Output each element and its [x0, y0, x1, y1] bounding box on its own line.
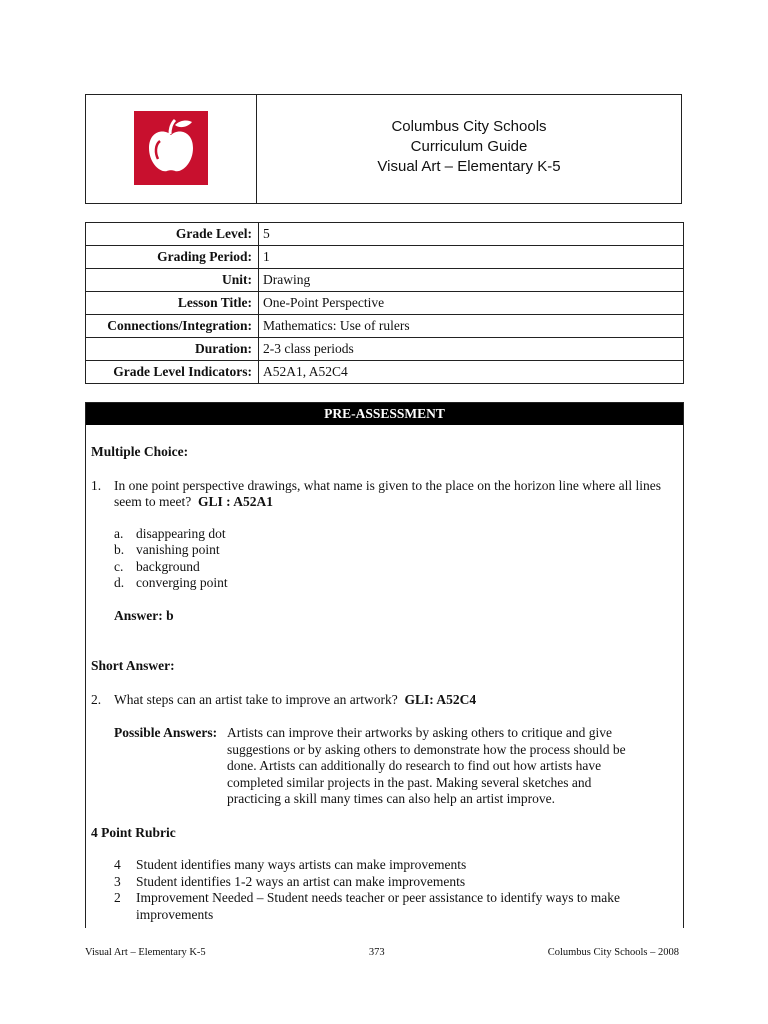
rubric-text: Student identifies 1-2 ways an artist can make improvements: [136, 873, 466, 889]
rubric-score: 3: [114, 873, 121, 889]
question-2: [91, 692, 675, 709]
list-item: [114, 575, 675, 592]
possible-answers-label: Possible Answers:: [114, 725, 218, 740]
rubric-heading: 4 Point Rubric: [91, 824, 176, 840]
info-label: Grade Level:: [86, 223, 259, 246]
possible-answers: [114, 725, 675, 808]
question-1-gli: GLI : A52A1: [197, 494, 273, 509]
page-number: 373: [368, 947, 385, 958]
info-label: Duration:: [86, 338, 259, 361]
list-item: [114, 559, 675, 576]
info-label: Connections/Integration:: [86, 315, 259, 338]
info-row: [86, 269, 684, 292]
lesson-info-table: [85, 222, 684, 384]
info-value: 2-3 class periods: [259, 338, 684, 361]
rubric-text: Improvement Needed – Student needs teacher or peer assistance to identify ways to make improvements: [136, 890, 620, 922]
info-row: [86, 338, 684, 361]
pre-assessment-content: [91, 425, 675, 923]
option-text: disappearing dot: [136, 525, 226, 541]
info-label: Unit:: [86, 269, 259, 292]
header-title: [257, 95, 681, 203]
option-letter: b.: [114, 542, 125, 557]
info-value: 1: [259, 246, 684, 269]
header-line-2: Curriculum Guide: [410, 138, 528, 155]
footer-left: Visual Art – Elementary K-5: [85, 947, 206, 958]
info-row: [86, 292, 684, 315]
possible-answers-text: Artists can improve their artworks by asking others to critique and give suggestions or by asking others to demonstrate how the process should be done. Artists can additionally do research to find out how artists have completed similar projects in the past. Making several sketches and practicing a skill many times can also help an artist improve.: [227, 725, 626, 806]
option-text: converging point: [136, 575, 228, 590]
header-line-1: Columbus City Schools: [391, 118, 547, 135]
info-value: Drawing: [259, 269, 684, 292]
info-row: [86, 315, 684, 338]
header-line-3: Visual Art – Elementary K-5: [377, 158, 561, 175]
info-row: [86, 361, 684, 384]
option-letter: c.: [114, 558, 124, 574]
option-letter: d.: [114, 575, 125, 590]
option-text: background: [136, 558, 200, 574]
info-value: One-Point Perspective: [259, 292, 684, 315]
answer: Answer: b: [114, 607, 174, 623]
info-value: 5: [259, 223, 684, 246]
pre-assessment-box: [85, 402, 684, 928]
apple-logo-icon: [134, 111, 208, 185]
info-value: Mathematics: Use of rulers: [259, 315, 684, 338]
options-list: [114, 526, 675, 592]
question-number: 1.: [91, 477, 102, 493]
rubric-text: Student identifies many ways artists can make improvements: [136, 857, 467, 872]
question-2-text: What steps can an artist take to improve an artwork?: [114, 691, 398, 707]
rubric-score: 4: [114, 857, 121, 872]
question-1: [91, 478, 675, 511]
option-letter: a.: [114, 525, 124, 541]
info-row: [86, 223, 684, 246]
list-item: [114, 857, 675, 874]
page-footer: [85, 947, 679, 958]
rubric-score: 2: [114, 890, 121, 905]
info-value: A52A1, A52C4: [259, 361, 684, 384]
list-item: [114, 542, 675, 559]
question-text: [114, 692, 476, 709]
question-1-text: In one point perspective drawings, what name is given to the place on the horizon line where all lines seem to meet?: [114, 477, 661, 509]
list-item: [114, 526, 675, 543]
logo-cell: [86, 95, 257, 203]
mc-heading: Multiple Choice:: [91, 444, 189, 459]
list-item: [114, 890, 675, 923]
option-text: vanishing point: [136, 542, 220, 557]
list-item: [114, 874, 675, 891]
footer-right: Columbus City Schools – 2008: [547, 947, 679, 958]
question-2-gli: GLI: A52C4: [404, 691, 477, 707]
info-label: Lesson Title:: [86, 292, 259, 315]
info-row: [86, 246, 684, 269]
question-text: [114, 478, 675, 511]
rubric-list: [114, 857, 675, 923]
pre-assessment-title: PRE-ASSESSMENT: [86, 403, 683, 425]
question-number: 2.: [91, 691, 102, 707]
info-label: Grading Period:: [86, 246, 259, 269]
sa-heading: Short Answer:: [91, 658, 175, 673]
info-label: Grade Level Indicators:: [86, 361, 259, 384]
header-box: [85, 94, 682, 204]
